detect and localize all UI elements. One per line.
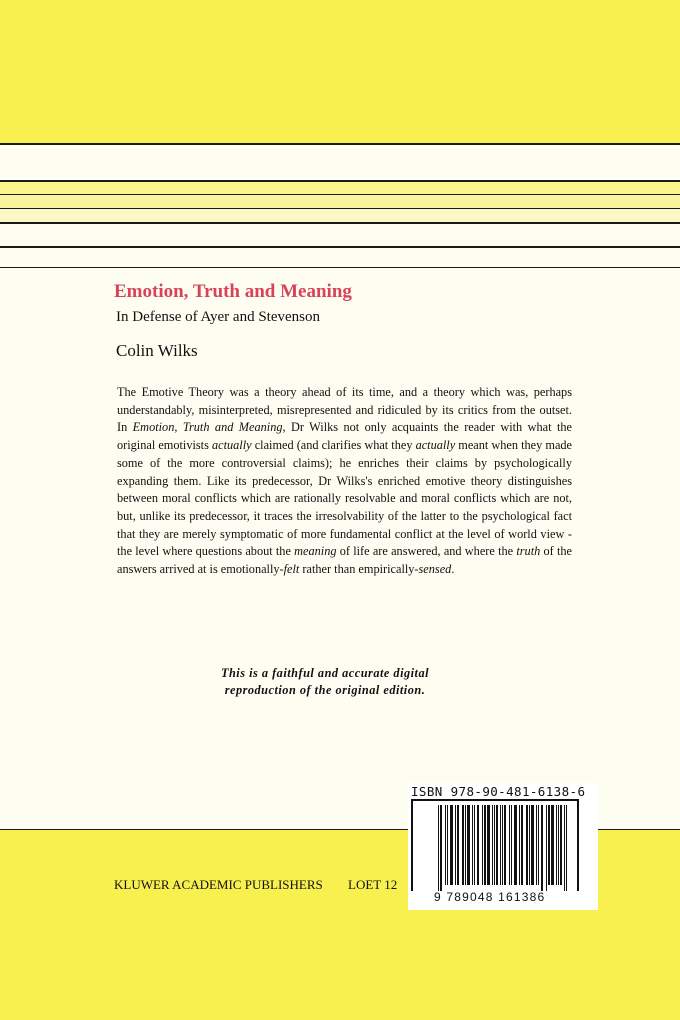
blurb-text: rather than empirically-: [299, 562, 419, 577]
barcode-frame-left: [411, 799, 413, 891]
barcode-bar: [496, 805, 498, 885]
barcode-bar: [511, 805, 512, 885]
barcode-bar: [538, 805, 539, 885]
barcode-digits: 9 789048 161386: [434, 890, 546, 904]
notice-line-2: reproduction of the original edition.: [224, 683, 426, 697]
stripe-rule-4: [0, 222, 680, 224]
barcode-bar: [457, 805, 459, 885]
top-yellow-band: [0, 0, 680, 144]
barcode-bar: [445, 805, 446, 885]
barcode-bar: [521, 805, 523, 885]
barcode-frame-right: [577, 799, 579, 891]
barcode-bar: [487, 805, 490, 885]
publisher-name: KLUWER ACADEMIC PUBLISHERS: [114, 877, 323, 892]
barcode-frame-top: [411, 799, 579, 801]
barcode-bar: [548, 805, 550, 885]
stripe-light-3: [0, 209, 680, 222]
stripe-light-2: [0, 195, 680, 208]
blurb-paragraph: [117, 384, 572, 579]
barcode-block: [408, 783, 598, 910]
barcode-bar: [566, 805, 567, 891]
book-title: Emotion, Truth and Meaning: [114, 281, 352, 302]
barcode-bar: [564, 805, 565, 891]
blurb-text: The Emotive Theory was a theory ahead of its time, and a theory which was, perhaps understandably, misinterpreted, misrepresented and ridiculed by its critics from the outset. In: [117, 385, 572, 435]
blurb-emphasis: sensed: [418, 562, 452, 577]
barcode-bar: [504, 805, 506, 885]
barcode-bar: [438, 805, 439, 891]
blurb-text: meant when they made some of the more controversial claims); he enriches their claims by psychologically expanding them. Like its predecessor, Dr Wilks's enriched emotive theory distinguishes between moral conflicts which are rationally resolvable and moral conflicts which are not, but, unlike its predecessor, it traces the irresolvability of the latter to the psychological fact that they are merely symptomatic of more fundamental conflict at the level of world view - the level where questions about the: [117, 438, 573, 559]
barcode-bar: [465, 805, 466, 885]
barcode-bar: [529, 805, 530, 885]
barcode-bar: [536, 805, 537, 885]
barcode-bar: [484, 805, 486, 885]
barcode-bar: [519, 805, 520, 885]
top-band-rule: [0, 143, 680, 145]
blurb-text: , Dr Wilks not only acquaints the reader with what the original emotivists: [117, 420, 572, 453]
blurb-emphasis: meaning: [294, 544, 337, 559]
blurb-text: of life are answered, and where the: [336, 544, 517, 559]
barcode-bar: [450, 805, 453, 885]
barcode-bar: [526, 805, 528, 885]
series-label: LOET 12: [348, 877, 398, 892]
barcode-bar: [455, 805, 456, 885]
blurb-emphasis: truth: [516, 544, 541, 559]
reproduction-notice: [190, 665, 460, 699]
barcode-bar: [440, 805, 442, 891]
stripe-rule-5: [0, 246, 680, 248]
barcode-bar: [558, 805, 559, 885]
notice-line-1: This is a faithful and accurate digital: [220, 666, 430, 680]
barcode-bar: [531, 805, 534, 885]
barcode-bar: [546, 805, 547, 891]
blurb-text: claimed (and clarifies what they: [251, 438, 416, 453]
barcode-bar: [551, 805, 554, 885]
stripe-light-1: [0, 182, 680, 194]
barcode-bar: [556, 805, 557, 885]
book-subtitle: In Defense of Ayer and Stevenson: [116, 309, 320, 325]
book-author: Colin Wilks: [116, 341, 198, 360]
barcode-bar: [477, 805, 479, 885]
barcode-bar: [560, 805, 562, 885]
blurb-emphasis: actually: [415, 438, 456, 453]
blurb-text: of the answers arrived at is emotionally-: [117, 544, 572, 577]
barcode-bar: [482, 805, 483, 885]
barcode-bar: [502, 805, 503, 885]
blurb-book-title: Emotion, Truth and Meaning: [132, 420, 283, 435]
barcode-bar: [509, 805, 510, 885]
barcode-bar: [467, 805, 470, 885]
barcode-bar: [474, 805, 475, 885]
barcode-bar: [492, 805, 493, 885]
barcode-bar: [541, 805, 543, 891]
blurb-text: .: [451, 562, 455, 577]
blurb-emphasis: felt: [283, 562, 300, 577]
stripe-rule-6: [0, 267, 680, 268]
barcode-bar: [494, 805, 495, 885]
blurb-emphasis: actually: [211, 438, 252, 453]
barcode-bar: [514, 805, 517, 885]
barcode-bar: [500, 805, 501, 885]
barcode-bar: [447, 805, 448, 885]
isbn-text: ISBN 978-90-481-6138-6: [411, 784, 586, 799]
barcode-bar: [472, 805, 473, 885]
barcode-bar: [462, 805, 464, 885]
